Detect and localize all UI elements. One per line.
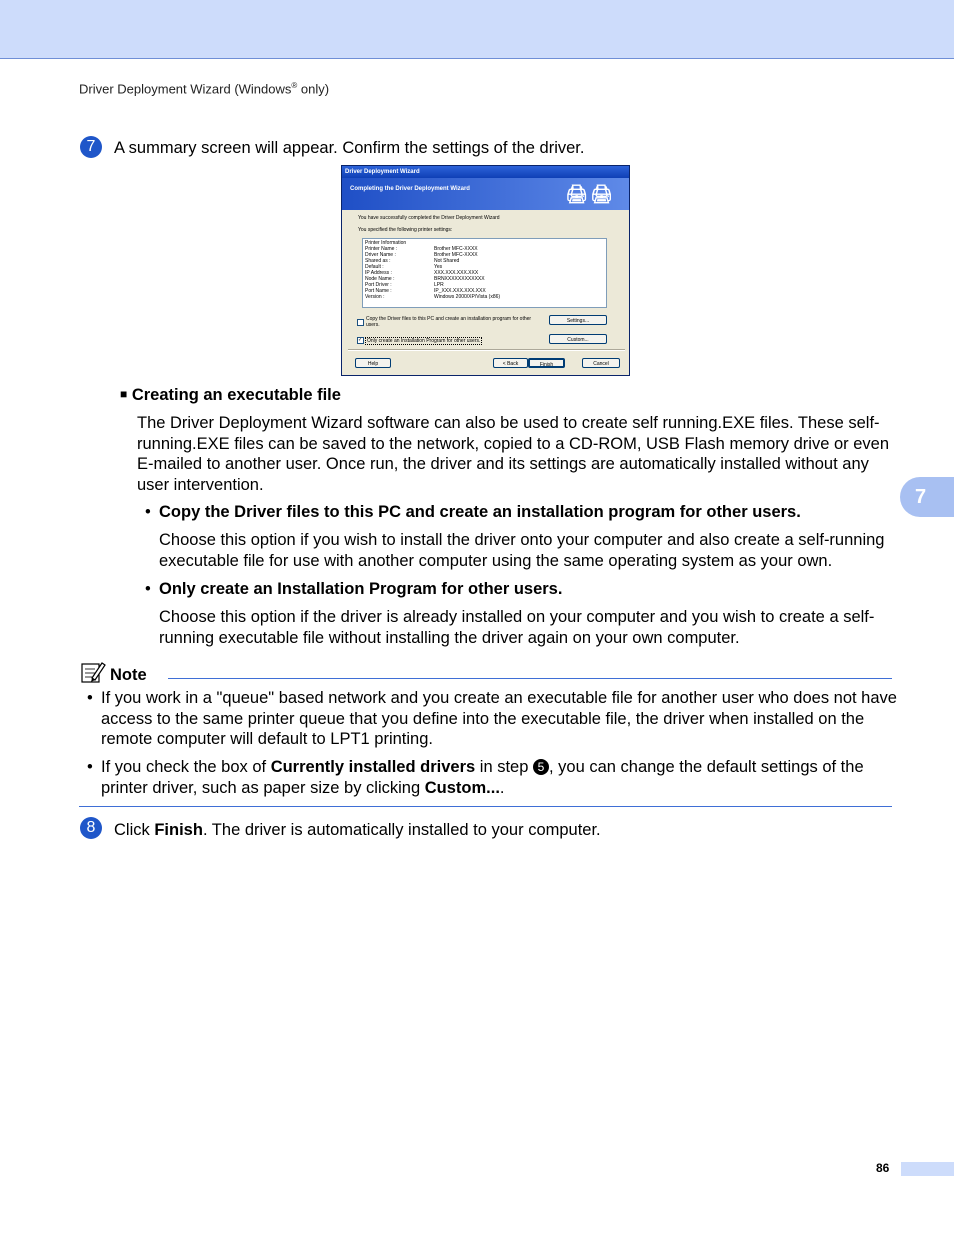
dialog-title: Driver Deployment Wizard	[342, 166, 629, 178]
running-header: Driver Deployment Wizard (Windows® only)	[79, 81, 330, 97]
section-heading: ■ Creating an executable file	[120, 386, 341, 404]
dialog-success-text: You have successfully completed the Driver Deployment Wizard	[358, 215, 500, 221]
note-item-1: If you work in a "queue" based network and you create an executable file for another user who does not have access to the same printer queue that you define into the executable file, the driver when installed on the remote computer will default to LPT1 printing.	[101, 689, 897, 748]
only-option-label: Only create an Installation Program for other users.	[367, 338, 481, 344]
header-band	[0, 0, 954, 59]
custom-button[interactable]: Custom...	[549, 334, 607, 344]
wizard-dialog-screenshot	[341, 165, 630, 376]
note-pencil-icon	[80, 660, 106, 684]
finish-button[interactable]: Finish	[528, 358, 565, 368]
back-button[interactable]: < Back	[493, 358, 528, 368]
step-8-text: Click Finish. The driver is automatically installed to your computer.	[114, 821, 601, 839]
only-option-checkbox[interactable]: ✓	[358, 337, 363, 343]
section-intro: The Driver Deployment Wizard software can also be used to create self running.EXE files. These self-running.EXE files can be saved to the network, copied to a CD-ROM, USB Flash memory drive or even E-mailed to another user. Once run, the driver and its settings are automatically installed without any user intervention.	[137, 414, 889, 494]
option-2-title: Only create an Installation Program for other users.	[159, 580, 563, 598]
help-button[interactable]: Help	[355, 358, 391, 368]
settings-label: Printer Information	[365, 240, 407, 246]
settings-value: Yes	[434, 264, 443, 270]
settings-value: IP_XXX.XXX.XXX.XXX	[434, 288, 486, 294]
square-bullet-icon: ■	[120, 387, 128, 401]
note-bottom-rule	[79, 806, 892, 807]
option-1-desc: Choose this option if you wish to install the driver onto your computer and also create a self-running executable file for use with another computer using the same operating system as your own.	[159, 531, 885, 570]
settings-label: Port Name :	[365, 288, 392, 294]
settings-label: Node Name :	[365, 276, 395, 282]
page-number: 86	[876, 1161, 890, 1175]
footer-bar	[901, 1162, 954, 1176]
settings-value: Brother MFC-XXXX	[434, 246, 478, 252]
printer-icon: 🖨🖨	[565, 184, 615, 204]
bullet-dot: •	[87, 758, 93, 776]
dialog-specified-text: You specified the following printer settings:	[358, 227, 453, 233]
settings-list[interactable]	[362, 238, 607, 308]
copy-option-checkbox[interactable]	[357, 319, 364, 326]
option-1-title: Copy the Driver files to this PC and create an installation program for other users.	[159, 503, 801, 521]
copy-option-label: Copy the Driver files to this PC and create an installation program for other users.	[366, 316, 532, 328]
step-7-badge: 7	[80, 136, 102, 158]
note-top-rule	[168, 678, 892, 679]
dialog-header-text: Completing the Driver Deployment Wizard	[350, 186, 470, 192]
settings-label: Version :	[365, 294, 385, 300]
settings-value: BRNXXXXXXXXXXXX	[434, 276, 485, 282]
settings-label: Shared as :	[365, 258, 391, 264]
settings-value: Brother MFC-XXXX	[434, 252, 478, 258]
step-7-text: A summary screen will appear. Confirm the settings of the driver.	[114, 139, 585, 157]
settings-label: Port Driver :	[365, 282, 392, 288]
option-2-desc: Choose this option if the driver is already installed on your computer and you wish to create a self-running executable file without installing the driver again on your own computer.	[159, 608, 875, 647]
settings-value: Windows 2000/XP/Vista (x86)	[434, 294, 501, 300]
settings-value: Not Shared	[434, 258, 460, 264]
settings-value: XXX.XXX.XXX.XXX	[434, 270, 479, 276]
step-5-inline-badge: 5	[533, 759, 549, 775]
note-item-2: If you check the box of Currently installed drivers in step 5 , you can change the default settings of the printer driver, such as paper size by clicking Custom....	[101, 758, 864, 797]
settings-button[interactable]: Settings...	[549, 315, 607, 325]
cancel-button[interactable]: Cancel	[582, 358, 620, 368]
step-8-badge: 8	[80, 817, 102, 839]
note-label: Note	[110, 666, 147, 684]
dialog-separator	[348, 349, 625, 351]
bullet-dot: •	[145, 580, 151, 598]
bullet-dot: •	[145, 503, 151, 521]
settings-label: Default :	[365, 264, 384, 270]
chapter-tab: 7	[900, 477, 954, 517]
settings-label: Driver Name :	[365, 252, 396, 258]
dialog-header	[342, 178, 629, 210]
settings-label: IP Address :	[365, 270, 392, 276]
settings-label: Printer Name :	[365, 246, 398, 252]
settings-value: LPR	[434, 282, 444, 288]
bullet-dot: •	[87, 689, 93, 707]
